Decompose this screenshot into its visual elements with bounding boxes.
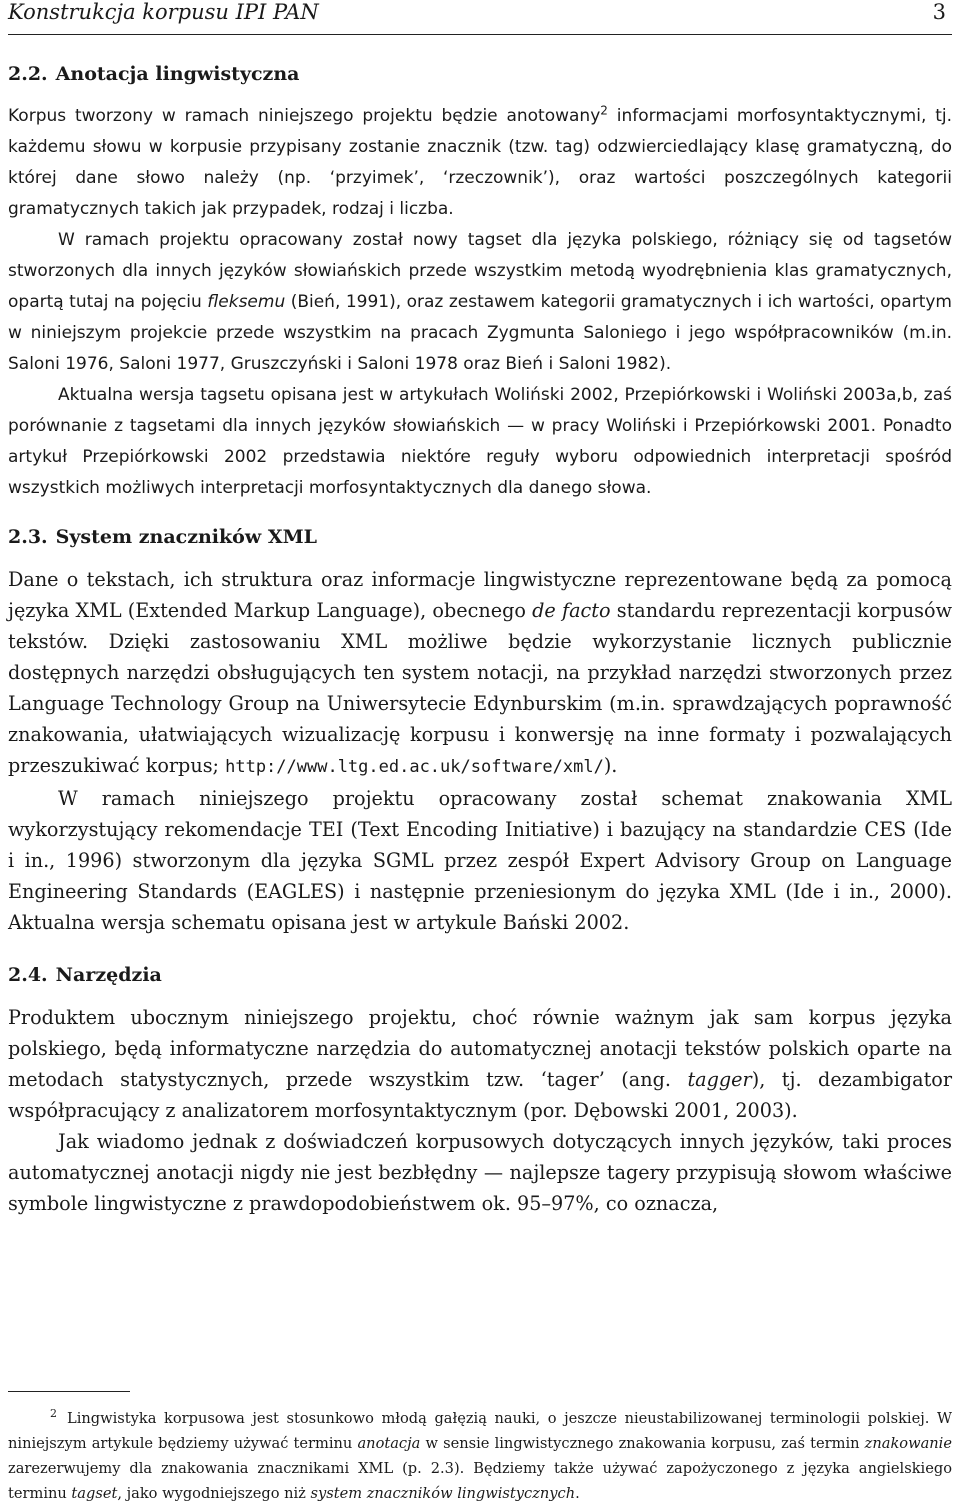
emphasis: tagset: [71, 1484, 118, 1502]
text-run: standardu reprezentacji korpusów tekstów. Dzięki zastosowaniu XML możliwe będzie wykorzystanie licznych publicznie dostępnych narzędzi obsługujących ten system notacji, na przykład narzędzi stworzonych przez Language Technology Group na Uniwersytecie Edynburskim (m.in. sprawdzających poprawność znakowania, ułatwiających wizualizację korpusu i konwersję na inne formaty i pozwalających przeszukiwać korpus;: [8, 599, 952, 777]
emphasis: anotacja: [357, 1434, 421, 1452]
text-run: (Bień, 1991), oraz zestawem kategorii gramatycznych i ich wartości, opartym w niniejszym projekcie przede wszystkim na pracach Zygmunta Saloniego i jego współpracowników (m.in. Saloni 1976, Saloni 1977, Gruszczyński i Saloni 1978 oraz Bień i Saloni 1982).: [8, 292, 952, 374]
running-title: Konstrukcja korpusu IPI PAN: [8, 0, 319, 24]
running-header: [8, 0, 952, 35]
paragraph: [8, 225, 952, 380]
emphasis: system znaczników lingwistycznych: [310, 1484, 576, 1502]
emphasis: tagger: [687, 1068, 752, 1091]
text-run: ).: [603, 754, 618, 777]
footnote-ref[interactable]: 2: [600, 103, 608, 118]
paragraph: W ramach niniejszego projektu opracowany został schemat znakowania XML wykorzystujący rekomendacje TEI (Text Encoding Initiative) i bazujący na standardzie CES (Ide i in., 1996) stworzonym dla języka SGML przez zespół Expert Advisory Group on Language Engineering Standards (EAGLES) i następnie przeniesionym do języka XML (Ide i in., 2000). Aktualna wersja schematu opisana jest w artykule Bański 2002.: [8, 787, 952, 934]
section-number: 2.2.: [8, 63, 48, 85]
section-body-2-4: [8, 1002, 952, 1219]
text-run: Korpus tworzony w ramach niniejszego projektu będzie anotowany: [8, 106, 601, 126]
footnote: [8, 1401, 952, 1506]
emphasis: de facto: [532, 599, 611, 622]
section-body-2-3: [8, 564, 952, 938]
text-run: Dane o tekstach, ich struktura oraz informacje lingwistyczne reprezentowane będą za pomocą języka XML (Extended Markup Language), obecnego: [8, 568, 952, 622]
text-run: informacjami morfosyntaktycznymi, tj. każdemu słowu w korpusie przypisany zostanie znacznik (tzw. tag) odzwierciedlający klasę gramatyczną, do której dane słowo należy (np. ‘przyimek’, ‘rzeczownik’), oraz wartości poszczególnych kategorii gramatycznych takich jak przypadek, rodzaj i liczba.: [8, 106, 952, 219]
emphasis: fleksemu: [207, 292, 286, 312]
text-run: Produktem ubocznym niniejszego projektu, choć równie ważnym jak sam korpus języka polskiego, będą informatyczne narzędzia do automatycznej anotacji tekstów polskich oparte na metodach statystycznych, przede wszystkim tzw. ‘tager’ (ang.: [8, 1006, 952, 1091]
page-number: 3: [932, 0, 946, 24]
text-run: Lingwistyka korpusowa jest stosunkowo młodą gałęzią nauki, o jeszcze nieustabilizowanej terminologii polskiej. W niniejszym artykule będziemy używać terminu: [8, 1409, 952, 1452]
emphasis: znakowanie: [864, 1434, 952, 1452]
footnote-mark: 2: [50, 1407, 57, 1420]
section-heading-2-3: [8, 526, 952, 548]
text-run: zarezerwujemy dla znakowania znacznikami XML (p. 2.3). Będziemy także używać zapożyczonego z języka angielskiego terminu: [8, 1459, 952, 1502]
text-run: ), tj. dezambigator współpracujący z analizatorem morfosyntaktycznym (por. Dębowski 2001, 2003).: [8, 1068, 953, 1122]
paragraph: [8, 1002, 952, 1126]
text-run: .: [575, 1484, 580, 1502]
text-run: w sensie lingwistycznego znakowania korpusu, zaś termin: [420, 1434, 865, 1452]
section-heading-2-4: [8, 964, 952, 986]
text-run: W ramach projektu opracowany został nowy tagset dla języka polskiego, różniący się od tagsetów stworzonych dla innych języków słowiańskich przede wszystkim metodą wyodrębnienia klas gramatycznych, opartą tutaj na pojęciu: [8, 230, 952, 312]
paragraph: [8, 101, 952, 225]
section-title: System znaczników XML: [55, 526, 317, 548]
section-title: Anotacja lingwistyczna: [55, 63, 300, 85]
section-number: 2.3.: [8, 526, 48, 548]
paragraph: [8, 564, 952, 783]
section-number: 2.4.: [8, 964, 48, 986]
footnote-divider: [8, 1391, 130, 1392]
text-run: , jako wygodniejszego niż: [117, 1484, 311, 1502]
url-link[interactable]: http://www.ltg.ed.ac.uk/software/xml/: [225, 757, 604, 777]
section-heading-2-2: [8, 63, 952, 85]
section-body-2-2: [8, 101, 952, 504]
paragraph: Jak wiadomo jednak z doświadczeń korpusowych dotyczących innych języków, taki proces automatycznej anotacji nigdy nie jest bezbłędny — najlepsze tagery przypisują słowom właściwe symbole lingwistyczne z prawdopodobieństwem ok. 95–97%, co oznacza,: [8, 1130, 952, 1215]
paragraph: Aktualna wersja tagsetu opisana jest w artykułach Woliński 2002, Przepiórkowski i Woliński 2003a,b, zaś porównanie z tagsetami dla innych języków słowiańskich — w pracy Woliński i Przepiórkowski 2001. Ponadto artykuł Przepiórkowski 2002 przedstawia niektóre reguły wyboru odpowiednich interpretacji spośród wszystkich możliwych interpretacji morfosyntaktycznych dla danego słowa.: [8, 385, 952, 498]
section-title: Narzędzia: [55, 964, 162, 986]
